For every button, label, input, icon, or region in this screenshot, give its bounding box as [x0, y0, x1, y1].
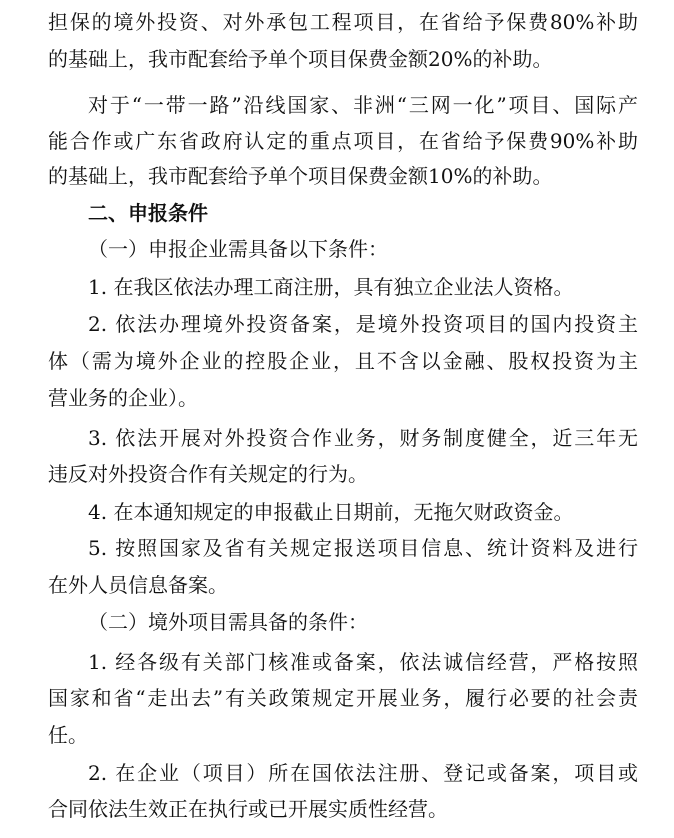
list-item: 3. 依法开展对外投资合作业务，财务制度健全，近三年无: [88, 426, 638, 450]
section-heading: 二、申报条件: [88, 201, 208, 225]
list-item: 2. 依法办理境外投资备案，是境外投资项目的国内投资主: [88, 312, 638, 336]
subsection-heading: （一）申报企业需具备以下条件：: [88, 237, 388, 261]
list-item: 1. 经各级有关部门核准或备案，依法诚信经营，严格按照: [88, 650, 638, 674]
list-item: 4. 在本通知规定的申报截止日期前，无拖欠财政资金。: [88, 500, 574, 524]
paragraph-line: 能合作或广东省政府认定的重点项目，在省给予保费90%补助: [48, 129, 638, 153]
list-item: 5. 按照国家及省有关规定报送项目信息、统计资料及进行: [88, 536, 638, 560]
paragraph-line: 的基础上，我市配套给予单个项目保费金额20%的补助。: [48, 47, 553, 71]
paragraph-line: 任。: [48, 723, 88, 747]
list-item: 1. 在我区依法办理工商注册，具有独立企业法人资格。: [88, 275, 574, 299]
paragraph-line: 对于“一带一路”沿线国家、非洲“三网一化”项目、国际产: [88, 93, 638, 117]
paragraph-line: 的基础上，我市配套给予单个项目保费金额10%的补助。: [48, 164, 553, 188]
paragraph-line: 违反对外投资合作有关规定的行为。: [48, 462, 368, 486]
paragraph-line: 营业务的企业）。: [48, 386, 198, 410]
list-item: 2. 在企业（项目）所在国依法注册、登记或备案，项目或: [88, 761, 638, 785]
paragraph-line: 国家和省“走出去”有关政策规定开展业务，履行必要的社会责: [48, 686, 638, 710]
subsection-heading: （二）境外项目需具备的条件：: [88, 610, 368, 634]
paragraph-line: 担保的境外投资、对外承包工程项目，在省给予保费80%补助: [48, 10, 638, 34]
paragraph-line: 在外人员信息备案。: [48, 573, 228, 597]
paragraph-line: 体（需为境外企业的控股企业，且不含以金融、股权投资为主: [48, 349, 638, 373]
paragraph-line: 合同依法生效正在执行或已开展实质性经营。: [48, 797, 448, 821]
